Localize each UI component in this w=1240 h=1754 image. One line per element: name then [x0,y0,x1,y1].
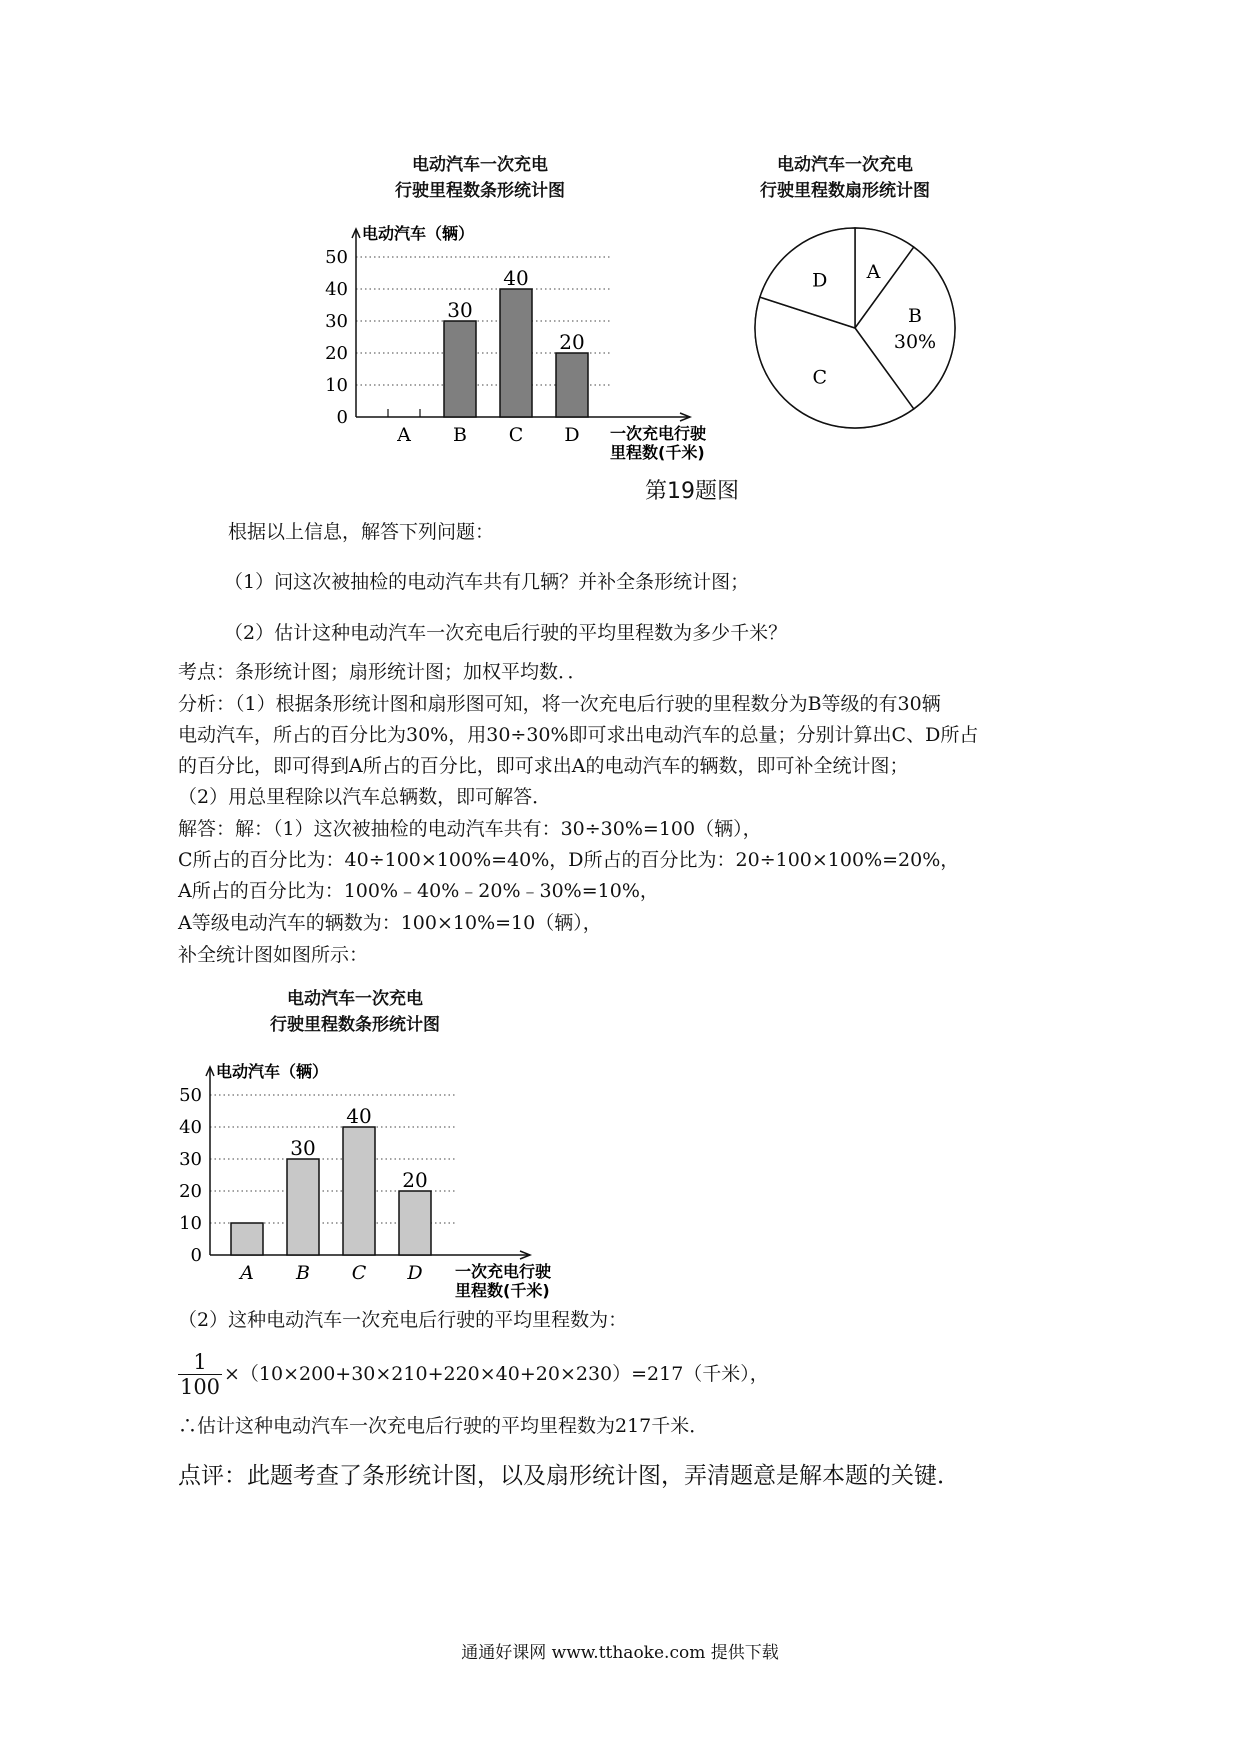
bar2-xtick-A: A [240,1262,254,1284]
bar2-xtick-D: D [407,1262,423,1284]
figure-caption: 第19题图 [645,479,739,504]
bar2-data-label-D: 20 [402,1168,428,1192]
bar2-bar-B [287,1159,319,1255]
bar-chart-1 [300,205,740,470]
pie-label-B: B [908,305,922,327]
bar2-ytick-30: 30 [179,1149,202,1170]
pie-label-A: A [866,260,881,283]
fraction-numerator: 1 [178,1350,222,1375]
pie-label-D: D [812,269,828,292]
fenxi-line-3: 的百分比，即可得到A所占的百分比，即可求出A的电动汽车的辆数，即可补全统计图； [178,755,909,777]
fenxi-line-4: （2）用总里程除以汽车总辆数，即可解答． [178,786,552,808]
pie-chart-title [720,152,970,204]
dianping-text: 点评：此题考查了条形统计图，以及扇形统计图，弄清题意是解本题的关键． [178,1463,960,1489]
bar1-ytick-0: 0 [336,407,348,428]
pie-label-C: C [812,366,828,389]
fraction-denominator: 100 [179,1375,221,1399]
jieda-line-4: A等级电动汽车的辆数为：100×10%=10（辆）， [178,912,602,934]
jieda-line-3: A所占的百分比为：100%﹣40%﹣20%﹣30%=10%， [178,880,659,902]
bar1-xtick-A: A [397,424,411,446]
bar2-ytick-50: 50 [179,1085,202,1106]
bar2-ytick-40: 40 [179,1117,202,1138]
bar2-bar-A [231,1223,263,1255]
formula-text: ×（10×200+30×210+220×40+20×230）=217（千米）， [224,1363,769,1385]
jieda-line-5: 补全统计图如图所示： [178,944,369,966]
bar-chart-2 [170,1040,590,1302]
bar2-xtick-C: C [351,1262,367,1284]
fraction-one-hundredth [178,1350,222,1399]
bar1-ylabel: 电动汽车（辆） [362,224,475,243]
bar2-ytick-10: 10 [179,1213,202,1234]
bar-chart-2-title-line2: 行驶里程数条形统计图 [270,1015,440,1035]
bar1-ytick-30: 30 [325,311,348,332]
bar-chart-2-title-line1: 电动汽车一次充电 [287,989,423,1009]
bar2-ytick-0: 0 [190,1245,202,1266]
bar1-bar-B [444,321,476,417]
bar2-xtick-B: B [296,1262,310,1284]
bar1-xlabel-line2: 里程数(千米) [610,443,705,462]
pie-chart [745,218,965,438]
bar2-ylabel: 电动汽车（辆） [216,1062,329,1081]
bar2-data-label-B: 30 [290,1136,316,1160]
intro-text: 根据以上信息，解答下列问题： [228,521,495,543]
bar2-ytick-20: 20 [179,1181,202,1202]
bar2-xlabel-line2: 里程数(千米) [455,1281,550,1300]
pie-label-B-percent: 30% [893,331,937,353]
question-2: （2）估计这种电动汽车一次充电后行驶的平均里程数为多少千米？ [224,622,788,644]
bar-chart-1-title [335,152,625,204]
bar1-data-label-B: 30 [447,298,473,322]
pie-chart-title-line1: 电动汽车一次充电 [777,155,913,175]
bar1-ytick-40: 40 [325,279,348,300]
bar2-xlabel-line1: 一次充电行驶 [455,1262,552,1281]
bar2-bar-C [343,1127,375,1255]
part2-intro: （2）这种电动汽车一次充电后行驶的平均里程数为： [178,1309,628,1331]
fenxi-line-1: 分析：（1）根据条形统计图和扇形图可知，将一次充电后行驶的里程数分为B等级的有30辆 [178,693,941,715]
kaodian-text: 考点：条形统计图；扇形统计图；加权平均数．． [178,661,587,683]
bar1-bar-D [556,353,588,417]
jieda-line-2: C所占的百分比为：40÷100×100%=40%，D所占的百分比为：20÷100×100%=20%， [178,849,960,871]
page-footer: 通通好课网 www.tthaoke.com 提供下载 [461,1643,779,1663]
bar-chart-2-title [215,986,495,1038]
pie-chart-title-line2: 行驶里程数扇形统计图 [760,181,930,201]
bar1-ytick-10: 10 [325,375,348,396]
bar1-bar-C [500,289,532,417]
bar1-xtick-B: B [453,424,467,446]
bar-chart-1-title-line2: 行驶里程数条形统计图 [395,181,565,201]
jieda-line-1: 解答：解：（1）这次被抽检的电动汽车共有：30÷30%=100（辆）， [178,818,762,840]
bar1-ytick-20: 20 [325,343,348,364]
question-1: （1）问这次被抽检的电动汽车共有几辆？并补全条形统计图； [224,571,750,593]
bar1-xlabel-line1: 一次充电行驶 [610,424,707,443]
bar1-data-label-C: 40 [503,266,529,290]
bar1-xtick-C: C [508,424,524,446]
bar2-data-label-C: 40 [346,1104,372,1128]
conclusion-text: ∴估计这种电动汽车一次充电后行驶的平均里程数为217千米． [178,1415,709,1437]
bar2-bar-D [399,1191,431,1255]
bar1-data-label-D: 20 [559,330,585,354]
fenxi-line-2: 电动汽车，所占的百分比为30%，用30÷30%即可求出电动汽车的总量；分别计算出C、D所占 [178,724,979,746]
bar-chart-1-title-line1: 电动汽车一次充电 [412,155,548,175]
bar1-xtick-D: D [564,424,580,446]
bar1-ytick-50: 50 [325,247,348,268]
